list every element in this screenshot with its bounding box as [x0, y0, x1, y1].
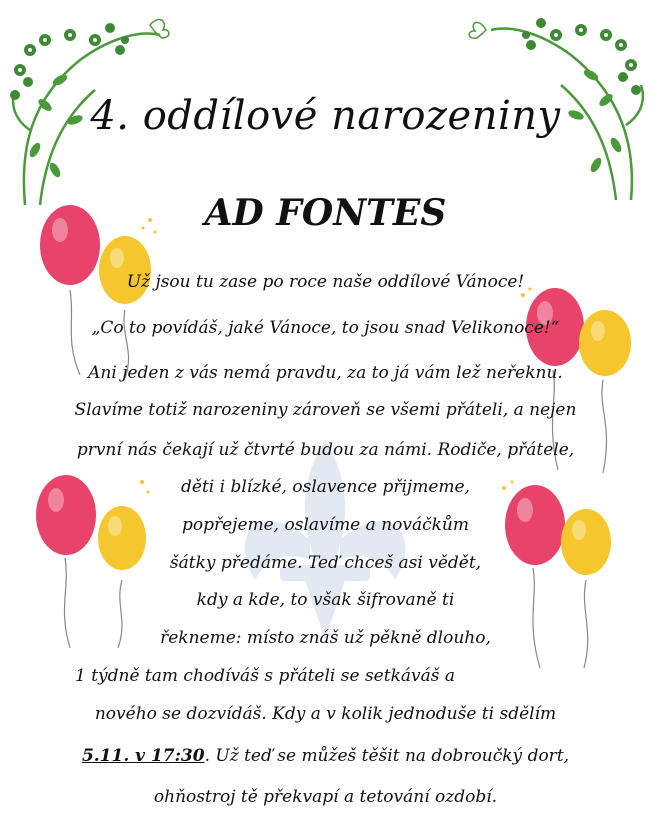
poem-line: „Co to povídáš, jaké Vánoce, to jsou snad Velikonoce!“ — [91, 318, 560, 338]
poem-line: řekneme: místo znáš už pěkně dlouho, — [160, 628, 491, 648]
poem-line: Slavíme totiž narozeniny zároveň se všemi přáteli, a nejen — [74, 400, 577, 420]
poem-line: šátky předáme. Teď chceš asi vědět, — [169, 553, 482, 573]
poem-line: 1 týdně tam chodíváš s přáteli se setkáváš a — [74, 666, 456, 686]
poem-line: nového se dozvídáš. Kdy a v kolik jednoduše ti sdělím — [94, 704, 557, 724]
date-line-rest: . Už teď se můžeš těšit na dobroučký dort, — [204, 746, 570, 766]
page-title: 4. oddílové narozeniny — [90, 93, 561, 139]
poem-line-last: ohňostroj tě překvapí a tetování ozdobí. — [153, 787, 498, 807]
poem-line: Už jsou tu zase po roce naše oddílové Vánoce! — [126, 272, 525, 292]
poem-line: děti i blízké, oslavence přijmeme, — [181, 477, 470, 497]
poem-line: kdy a kde, to však šifrovaně ti — [196, 590, 455, 610]
date-line — [0, 746, 651, 766]
poem-line: první nás čekají už čtvrté budou za námi. Rodiče, přátele, — [76, 440, 575, 460]
poem-line: Ani jeden z vás nemá pravdu, za to já vám lež neřeknu. — [88, 363, 563, 383]
group-name: AD FONTES — [204, 192, 447, 234]
event-date-time: 5.11. v 17:30 — [81, 746, 205, 766]
poem-line: popřejeme, oslavíme a nováčkům — [181, 515, 470, 535]
